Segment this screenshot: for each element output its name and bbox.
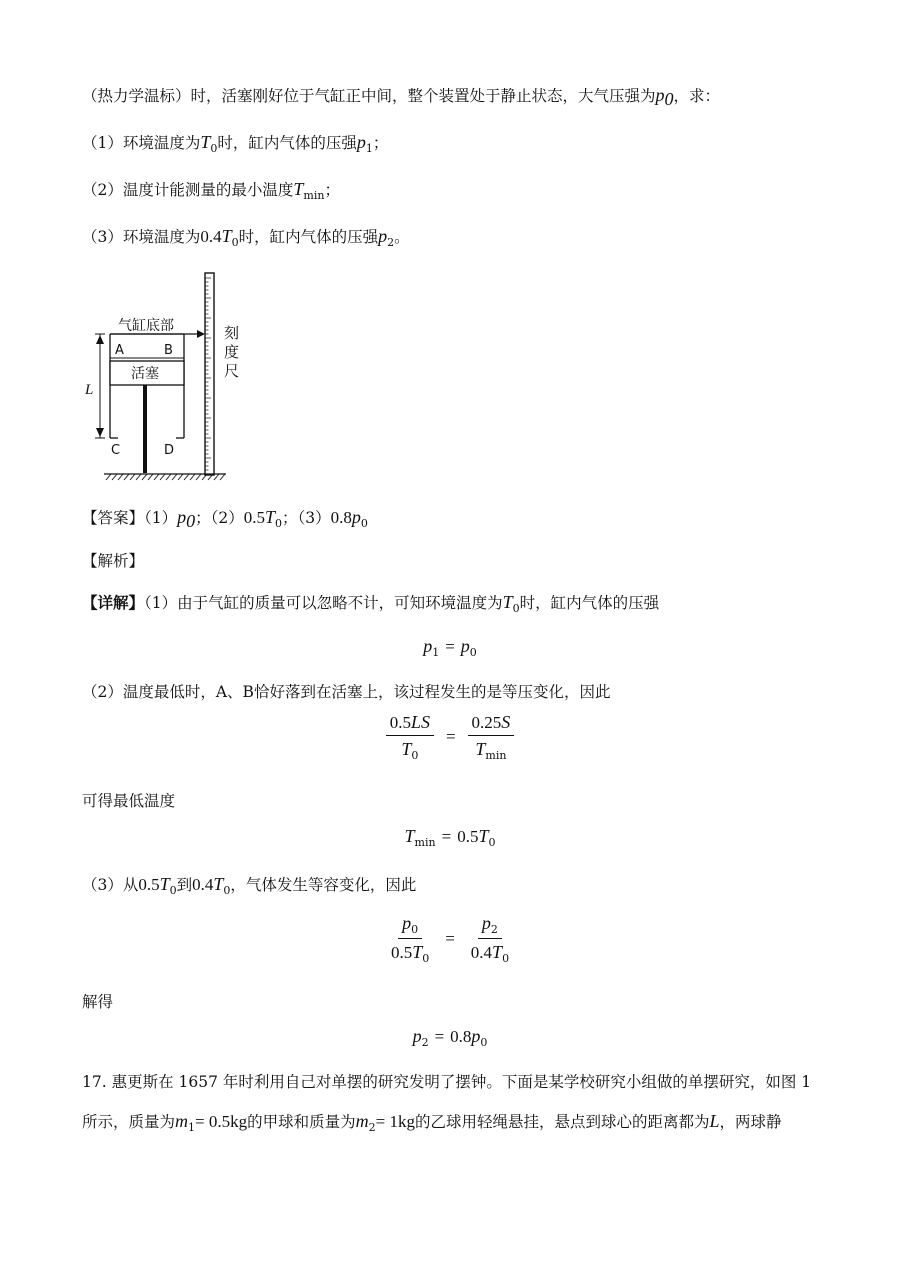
number: 0.5 (389, 713, 411, 732)
var-t: T (502, 592, 513, 612)
sub: 0 (422, 952, 430, 965)
sub: 0 (502, 952, 510, 965)
var-m: m (175, 1111, 189, 1131)
question-1 (82, 131, 388, 155)
q17-line-1: 17. 惠更斯在 1657 年时利用自己对单摆的研究发明了摆钟。下面是某学校研究小组做的单摆研究，如图 1 (82, 1073, 812, 1091)
sub: 2 (387, 236, 395, 249)
var-t: T (401, 739, 412, 759)
hatch-mark (160, 474, 165, 480)
detail-4 (82, 873, 416, 897)
q3-mid: 时，缸内气体的压强 (238, 228, 379, 246)
label-d: D (164, 443, 175, 458)
hatch-mark (166, 474, 171, 480)
hatch-mark (184, 474, 189, 480)
var-t: T (404, 826, 415, 846)
hatch-mark (190, 474, 195, 480)
q3-pre: （3）环境温度为 (82, 228, 201, 246)
var-t: T (221, 226, 232, 246)
sub: 0 (223, 884, 231, 897)
var-p: p (471, 1026, 481, 1046)
var-s: S (501, 712, 511, 732)
label-piston: 活塞 (131, 366, 159, 382)
number: 0.4 (200, 227, 222, 246)
hatch-mark (118, 474, 123, 480)
detail-1-end: 时，缸内气体的压强 (519, 594, 660, 612)
sub: 2 (421, 1036, 429, 1049)
piston-rod (143, 385, 147, 473)
number: 0.8 (330, 508, 352, 527)
answer-tag: 【答案】 (82, 509, 145, 527)
detail-2: （2）温度最低时，A、B恰好落到在活塞上，该过程发生的是等压变化，因此 (82, 683, 611, 701)
hatch-mark (106, 474, 111, 480)
equation-1 (0, 636, 900, 659)
var-p: p (412, 1026, 422, 1046)
hatch-mark (178, 474, 183, 480)
var-t: T (200, 132, 211, 152)
var-p: p (481, 913, 491, 933)
detail-5: 解得 (82, 993, 114, 1011)
number: 0.5 (138, 875, 160, 894)
hatch-mark (112, 474, 117, 480)
q17-b: 的甲球和质量为 (247, 1113, 356, 1131)
var-t: T (213, 874, 224, 894)
detail-3: 可得最低温度 (82, 792, 176, 810)
detail-4-a: （3）从 (82, 876, 139, 894)
sub: 2 (368, 1121, 376, 1134)
sub: min (303, 189, 325, 202)
hatch-mark (136, 474, 141, 480)
equals: = (434, 1027, 445, 1046)
q17-a: 所示，质量为 (82, 1113, 176, 1131)
sub: 0 (169, 884, 177, 897)
var-m: m (355, 1111, 369, 1131)
var-p: p (356, 132, 366, 152)
sub: 0 (512, 602, 520, 615)
number: 0.8 (450, 1027, 472, 1046)
sub: min (414, 836, 436, 849)
question-2 (82, 178, 340, 202)
cylinder-diagram (80, 268, 250, 483)
detail-4-c: ，气体发生等容变化，因此 (230, 876, 417, 894)
q1-end: ； (372, 134, 389, 152)
hatch-mark (124, 474, 129, 480)
question-3 (82, 225, 410, 249)
hatch-mark (220, 474, 225, 480)
var-p: p (177, 507, 187, 527)
sub: 2 (490, 923, 498, 936)
number: 0.5 (457, 827, 479, 846)
var-p: p (460, 636, 470, 656)
detail-1 (82, 591, 659, 615)
hatch-mark (154, 474, 159, 480)
intro-end: ，求： (673, 87, 721, 105)
var-t: T (492, 942, 503, 962)
var-ls: LS (410, 712, 430, 732)
dim-arrow-down (96, 428, 104, 437)
mass-value: = 0.5kg (195, 1112, 248, 1131)
number: 0.25 (471, 713, 502, 732)
number: 0.4 (192, 875, 214, 894)
var-p: p (351, 507, 361, 527)
var-t: T (412, 942, 423, 962)
number: 0.5 (243, 508, 266, 527)
detail-tag: 【详解】 (82, 593, 145, 612)
var-l: L (709, 1111, 720, 1131)
label-a: A (115, 343, 124, 358)
equals: = (445, 637, 455, 656)
fraction-left (386, 712, 434, 762)
arrow-head (197, 330, 205, 338)
var-t: T (293, 179, 304, 199)
label-c: C (111, 443, 121, 458)
q17-c: 的乙球用轻绳悬挂，悬点到球心的距离都为 (414, 1113, 710, 1131)
answer-line (82, 506, 368, 532)
q17-line-2 (82, 1110, 782, 1134)
sub: 0 (210, 142, 218, 155)
q3-end: 。 (394, 228, 410, 246)
detail-1-text: （1）由于气缸的质量可以忽略不计，可知环境温度为 (144, 594, 503, 612)
q1-pre: （1）环境温度为 (82, 134, 201, 152)
sub: 0 (664, 89, 674, 109)
fraction-right (468, 712, 515, 762)
var-p: p (423, 636, 433, 656)
hatch-mark (172, 474, 177, 480)
sub: 1 (188, 1121, 196, 1134)
var-p: p (378, 226, 388, 246)
var-p: p (655, 85, 665, 105)
label-l: L (85, 382, 94, 398)
var-t: T (265, 507, 276, 527)
number: 0.5 (390, 943, 413, 962)
answer-1-label: （1） (144, 509, 178, 527)
intro-text: （热力学温标）时，活塞刚好位于气缸正中间，整个装置处于静止状态，大气压强为 (82, 87, 656, 105)
hatch-mark (148, 474, 153, 480)
hatch-mark (130, 474, 135, 480)
label-ruler-2: 度 (224, 343, 240, 361)
label-top: 气缸底部 (118, 318, 174, 334)
intro-line (82, 84, 720, 110)
label-ruler-3: 尺 (224, 362, 240, 380)
analysis-tag: 【解析】 (82, 552, 145, 570)
var-t: T (475, 739, 486, 759)
sub: min (485, 749, 507, 762)
q2-pre: （2）温度计能测量的最小温度 (82, 181, 294, 199)
sub: 0 (469, 646, 477, 659)
q1-mid: 时，缸内气体的压强 (217, 134, 357, 152)
label-ruler-1: 刻 (224, 324, 240, 342)
fraction-left (387, 913, 433, 965)
dim-arrow-up (96, 335, 104, 344)
sub: 1 (432, 646, 440, 659)
hatch-mark (214, 474, 219, 480)
label-b: B (164, 343, 173, 358)
equals: = (445, 727, 456, 746)
equation-4 (0, 913, 900, 965)
sub: 0 (411, 749, 419, 762)
mass-value: = 1kg (375, 1112, 415, 1131)
sub: 0 (275, 517, 283, 530)
sub: 0 (480, 1036, 488, 1049)
var-t: T (159, 874, 170, 894)
answer-3-label: ；（3） (282, 509, 331, 527)
sub: 0 (186, 511, 196, 531)
q2-end: ； (324, 181, 340, 199)
q17-d: ，两球静 (719, 1113, 782, 1131)
sub: 0 (411, 923, 419, 936)
fraction-right (467, 913, 513, 965)
detail-4-b: 到 (176, 876, 193, 894)
hatch-mark (142, 474, 147, 480)
equation-5 (0, 1026, 900, 1049)
number: 0.4 (470, 943, 493, 962)
sub: 0 (231, 236, 239, 249)
var-t: T (478, 826, 489, 846)
sub: 1 (365, 142, 373, 155)
var-p: p (402, 913, 412, 933)
hatch-mark (196, 474, 201, 480)
equals: = (441, 827, 452, 846)
sub: 0 (488, 836, 496, 849)
equation-3 (0, 826, 900, 849)
answer-2-label: ；（2） (195, 509, 244, 527)
sub: 0 (360, 517, 368, 530)
equals: = (445, 929, 455, 948)
equation-2 (0, 712, 900, 762)
